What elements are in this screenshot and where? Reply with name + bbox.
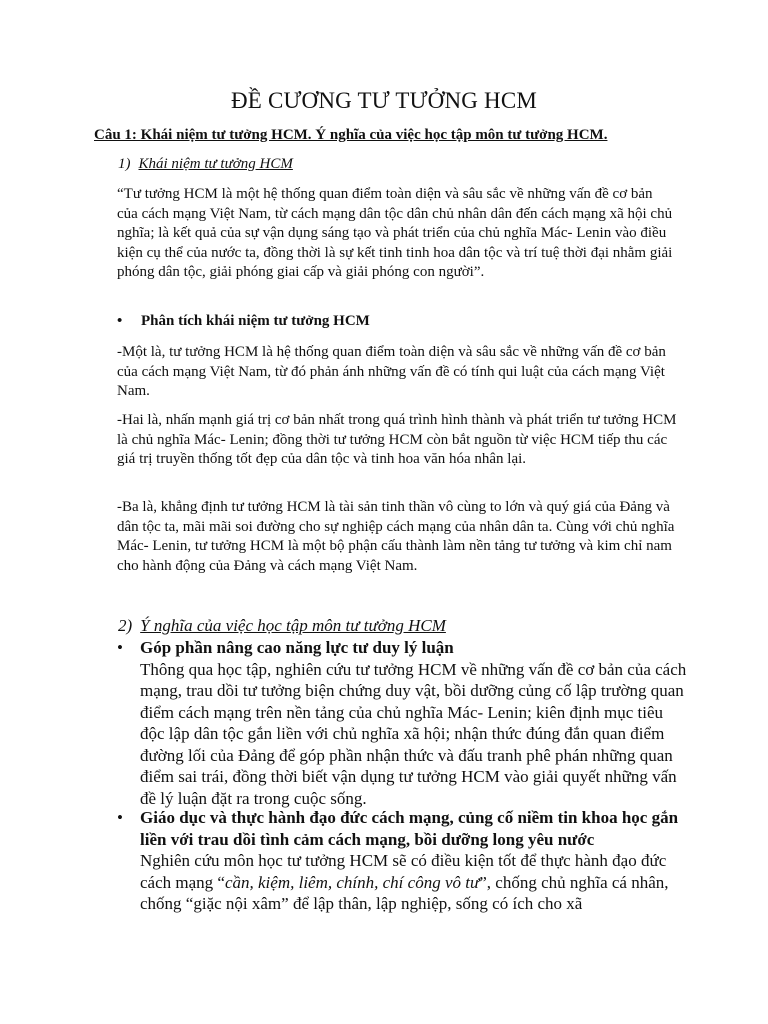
definition-paragraph: “Tư tưởng HCM là một hệ thống quan điểm toàn diện và sâu sắc về những vấn đề cơ bản của cách mạng Việt Nam, từ cách mạng dân tộc dân chủ nhân dân đến cách mạng xã hội chủ nghĩa; là kết quả của sự vận dụng sáng tạo và phát triển của chủ nghĩa Mác- Lenin vào điều kiện cụ thể của nước ta, đồng thời là sự kết tinh tinh hoa dân tộc và trí tuệ thời đại nhằm giải phóng dân tộc, giải phóng giai cấp và giải phóng con người”. <box>117 186 673 281</box>
meaning-item <box>117 807 687 915</box>
meaning-body-italic: cần, kiệm, liêm, chính, chí công vô tư <box>224 872 480 892</box>
meaning-body-text: ”, chống chủ nghĩa cá nhân, chống “giặc nội xâm” để lập thân, lập nghiệp, sống có ích cho xã <box>140 872 669 913</box>
meaning-item <box>117 637 687 809</box>
section-2-title: Ý nghĩa của việc học tập môn tư tưởng HCM <box>140 616 446 635</box>
meaning-body-text: Nghiên cứu môn học tư tưởng HCM sẽ có điều kiện tốt để thực hành đạo đức cách mạng “ <box>140 851 667 892</box>
section-2-heading <box>118 616 446 636</box>
analysis-point: -Hai là, nhấn mạnh giá trị cơ bản nhất trong quá trình hình thành và phát triển tư tưởng HCM là chủ nghĩa Mác- Lenin; đồng thời tư tưởng HCM còn bắt nguồn từ việc HCM tiếp thu các giá trị truyền thống tốt đẹp của dân tộc và tinh hoa văn hóa nhân lại. <box>117 412 677 468</box>
analysis-point: -Ba là, khẳng định tư tưởng HCM là tài sản tinh thần vô cùng to lớn và quý giá của Đảng và dân tộc ta, mãi mãi soi đường cho sự nghiệp cách mạng của nhân dân ta. Cùng với chủ nghĩa Mác- Lenin, tư tưởng HCM là một bộ phận cấu thành làm nền tảng tư tưởng và kim chỉ nam cho hành động của Đảng và cách mạng Việt Nam. <box>117 499 675 574</box>
meaning-heading: Giáo dục và thực hành đạo đức cách mạng, củng cố niềm tin khoa học gắn liền với trau dồi tình cảm cách mạng, bồi dưỡng long yêu nước <box>140 808 679 849</box>
section-1-heading <box>118 156 293 173</box>
analysis-heading-text: Phân tích khái niệm tư tưởng HCM <box>141 313 370 329</box>
meaning-body <box>140 850 687 915</box>
section-2-number: 2) <box>118 616 133 635</box>
bullet-icon: • <box>117 313 123 329</box>
analysis-point: -Một là, tư tưởng HCM là hệ thống quan điểm toàn diện và sâu sắc về những vấn đề cơ bản của cách mạng Việt Nam, từ đó phản ánh những vấn đề có tính qui luật của cách mạng Việt Nam. <box>117 344 666 400</box>
bullet-icon: • <box>117 638 123 657</box>
analysis-heading <box>117 313 370 330</box>
section-1-title: Khái niệm tư tưởng HCM <box>138 156 293 172</box>
bullet-icon: • <box>117 808 123 827</box>
meaning-heading: Góp phần nâng cao năng lực tư duy lý luận <box>140 638 454 657</box>
question-1-heading: Câu 1: Khái niệm tư tưởng HCM. Ý nghĩa của việc học tập môn tư tưởng HCM. <box>94 127 608 143</box>
section-1-number: 1) <box>118 156 131 172</box>
meaning-body: Thông qua học tập, nghiên cứu tư tưởng HCM về những vấn đề cơ bản của cách mạng, trau dồi tư tưởng biện chứng duy vật, bồi dưỡng củng cố lập trường quan điểm cách mạng trên nền tảng của chủ nghĩa Mác- Lenin; kiên định mục tiêu độc lập dân tộc gắn liền với chủ nghĩa xã hội; nhận thức đúng đắn quan điểm đường lối của Đảng để góp phần nhận thức và đấu tranh phê phán những quan điểm sai trái, đồng thời biết vận dụng tư tưởng HCM vào giải quyết những vấn đề lý luận đặt ra trong cuộc sống. <box>140 659 687 808</box>
document-title: ĐỀ CƯƠNG TƯ TƯỞNG HCM <box>230 88 538 113</box>
